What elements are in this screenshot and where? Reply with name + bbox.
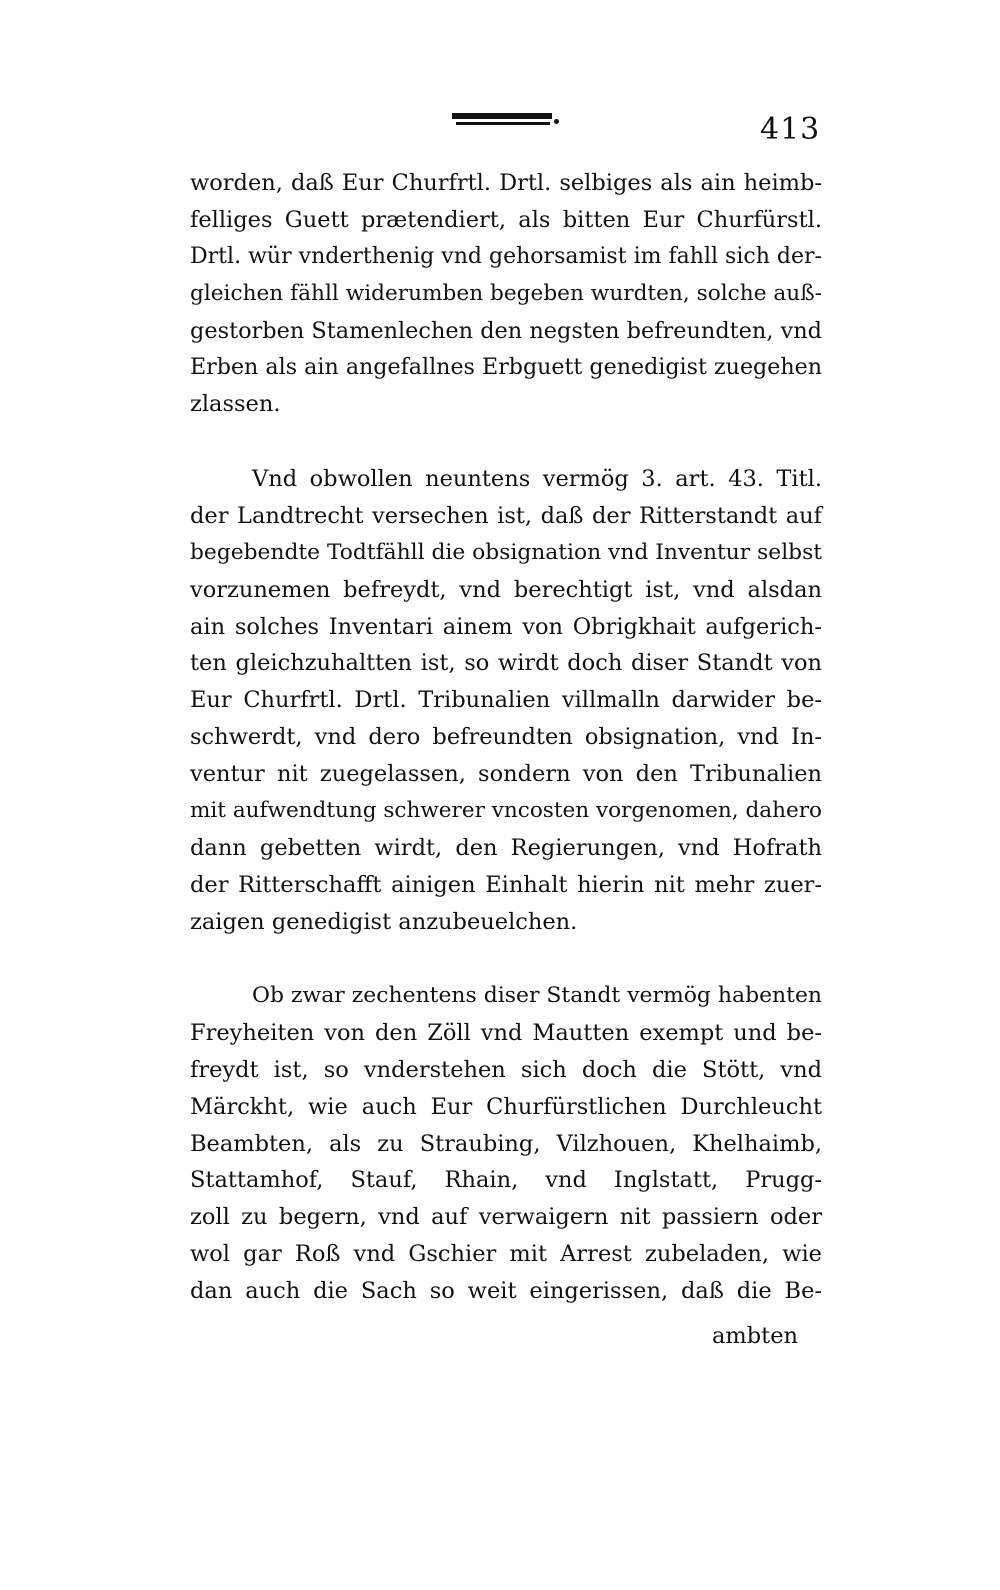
- text-line: Erben als ain angefallnes Erbguett genedigist zuegehen: [190, 354, 822, 381]
- text-line: ventur nit zuegelassen, sondern von den Tribunalien: [190, 761, 822, 788]
- paragraph-1: [190, 165, 822, 423]
- text-line: wol gar Roß vnd Gschier mit Arrest zubeladen, wie: [190, 1241, 822, 1268]
- text-line: Beambten, als zu Straubing, Vilzhouen, Khelhaimb,: [190, 1130, 822, 1157]
- text-line: worden, daß Eur Churfrtl. Drtl. selbiges als ain heimb-: [190, 170, 822, 196]
- text-line: Ob zwar zechentens diser Standt vermög habenten: [252, 983, 822, 1008]
- text-line: felliges Guett prætendiert, als bitten Eur Churfürstl.: [190, 206, 822, 233]
- text-line: Märckht, wie auch Eur Churfürstlichen Durchleucht: [190, 1093, 822, 1120]
- text-line: begebendte Todtfähll die obsignation vnd Inventur selbst: [190, 539, 822, 565]
- text-line: Vnd obwollen neuntens vermög 3. art. 43. Titl.: [252, 466, 822, 492]
- text-line: Freyheiten von den Zöll vnd Mautten exempt und be-: [190, 1019, 822, 1046]
- text-line: Stattamhof, Stauf, Rhain, vnd Inglstatt, Prugg-: [190, 1167, 822, 1194]
- text-line: der Landtrecht versechen ist, daß der Ritterstandt auf: [190, 502, 822, 529]
- text-line: mit aufwendtung schwerer vncosten vorgenomen, dahero: [190, 798, 822, 824]
- text-line: dann gebetten wirdt, den Regierungen, vnd Hofrath: [190, 834, 822, 861]
- text-line: der Ritterschafft ainigen Einhalt hierin nit mehr zuer-: [190, 871, 822, 898]
- catchword: ambten: [712, 1323, 799, 1349]
- text-line: dan auch die Sach so weit eingerissen, daß die Be-: [190, 1278, 822, 1305]
- text-line: zlassen.: [190, 391, 281, 418]
- text-line: zoll zu begern, vnd auf verwaigern nit passiern oder: [190, 1204, 822, 1231]
- header-ornament-rule: [452, 113, 560, 128]
- text-line: gestorben Stamenlechen den negsten befreundten, vnd: [190, 317, 822, 344]
- text-line: zaigen genedigist anzubeuelchen.: [190, 908, 578, 935]
- text-line: ten gleichzuhaltten ist, so wirdt doch diser Standt von: [190, 650, 822, 677]
- text-line: Drtl. wür vnderthenig vnd gehorsamist im fahll sich der-: [190, 243, 822, 269]
- text-line: freydt ist, so vnderstehen sich doch die Stött, vnd: [190, 1056, 822, 1083]
- text-line: schwerdt, vnd dero befreundten obsignation, vnd In-: [190, 724, 822, 751]
- text-line: gleichen fähll widerumben begeben wurdten, solche auß-: [190, 280, 822, 306]
- text-line: vorzunemen befreydt, vnd berechtigt ist, vnd alsdan: [190, 576, 822, 603]
- text-line: ain solches Inventari ainem von Obrigkhait aufgerich-: [190, 613, 822, 640]
- text-line: Eur Churfrtl. Drtl. Tribunalien villmalln darwider be-: [190, 687, 822, 714]
- page-number: 413: [760, 112, 821, 147]
- paragraph-3: [190, 978, 822, 1310]
- paragraph-2: [190, 461, 822, 941]
